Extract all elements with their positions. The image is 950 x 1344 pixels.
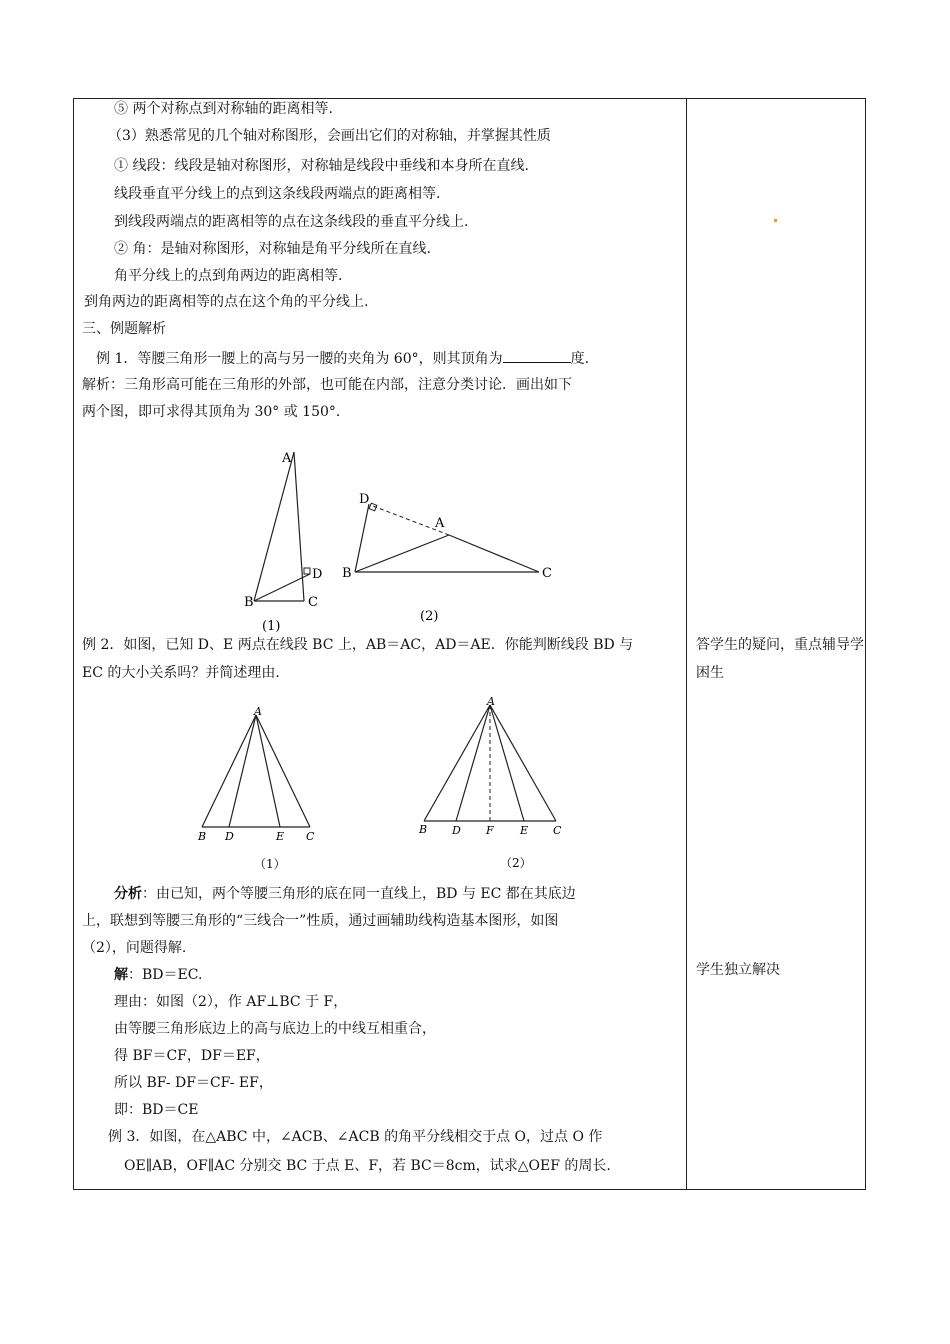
fig2-label-a: A: [435, 516, 445, 531]
text-line: 所以 BF- DF＝CF- EF，: [114, 1075, 273, 1091]
text-line: 上，联想到等腰三角形的“三线合一”性质，通过画辅助线构造基本图形，如图: [82, 913, 559, 929]
decorative-dot: [774, 219, 777, 222]
analysis-label: 分析: [114, 886, 142, 902]
fig1-label-c: C: [308, 595, 318, 610]
text-line: 到角两边的距离相等的点在这个角的平分线上.: [84, 294, 369, 310]
solution-line: [114, 965, 202, 985]
fig4-label-d: D: [452, 824, 461, 837]
fig3-label-a: A: [254, 705, 262, 718]
fig4-label-e: E: [520, 824, 529, 837]
fig4-label-a: A: [487, 695, 495, 708]
fig1-label-b: B: [244, 595, 254, 610]
text-line: 得 BF＝CF，DF＝EF，: [114, 1048, 270, 1064]
text-line: （3）熟悉常见的几个轴对称图形，会画出它们的对称轴，并掌握其性质: [108, 128, 551, 144]
fig1-label-d: D: [312, 567, 323, 582]
fig4-label-f: F: [486, 824, 494, 837]
example-1-question: [96, 348, 589, 368]
fig1-caption: (1): [262, 619, 281, 634]
teacher-note-2: 学生独立解决: [696, 962, 780, 978]
text-line: 例 2．如图，已知 D、E 两点在线段 BC 上，AB＝AC，AD＝AE．你能判断线段 BD 与: [82, 637, 634, 653]
lesson-table: [73, 98, 866, 1190]
analysis-line: [114, 884, 576, 904]
text-line: 由等腰三角形底边上的高与底边上的中线互相重合，: [114, 1021, 436, 1037]
fig4-label-b: B: [419, 823, 428, 836]
fig3-label-e: E: [276, 830, 285, 843]
column-divider: [686, 99, 687, 1189]
fig3-caption: （1）: [254, 857, 286, 871]
example-1-unit: 度.: [570, 351, 590, 367]
fig4-caption: （2）: [500, 856, 532, 870]
text-line: 两个图，即可求得其顶角为 30° 或 150°．: [82, 404, 350, 420]
fig2-label-d: D: [359, 492, 370, 507]
solution-text: ：BD＝EC.: [128, 967, 203, 983]
figure-2-triangle: [337, 484, 567, 624]
teacher-note-1: 答学生的疑问，重点辅导学困生: [696, 637, 864, 681]
figure-4-triangle: [412, 693, 572, 873]
text-line: （2），问题得解.: [82, 940, 187, 956]
fig2-label-b: B: [342, 566, 352, 581]
text-line: 到线段两端点的距离相等的点在这条线段的垂直平分线上.: [114, 214, 469, 230]
text-line: 即：BD＝CE: [114, 1102, 199, 1118]
fig3-label-d: D: [225, 830, 234, 843]
text-line: ⑤ 两个对称点到对称轴的距离相等.: [114, 101, 333, 117]
text-line: 例 3．如图，在△ABC 中，∠ACB、∠ACB 的角平分线相交于点 O，过点 O 作: [108, 1129, 603, 1145]
answer-blank: [503, 348, 571, 363]
text-line: EC 的大小关系吗？并简述理由.: [82, 665, 280, 681]
text-line: OE∥AB，OF∥AC 分别交 BC 于点 E、F，若 BC＝8cm，试求△OEF 的周长.: [124, 1158, 611, 1174]
fig1-label-a: A: [282, 451, 292, 466]
text-line: ① 线段：线段是轴对称图形，对称轴是线段中垂线和本身所在直线.: [114, 158, 529, 174]
fig2-label-c: C: [542, 566, 552, 581]
fig3-label-c: C: [306, 830, 315, 843]
text-line: 理由：如图（2），作 AF⊥BC 于 F，: [114, 994, 348, 1010]
solution-label: 解: [114, 967, 128, 983]
example-1-text: 例 1．等腰三角形一腰上的高与另一腰的夹角为 60°，则其顶角为: [96, 351, 503, 367]
fig3-label-b: B: [198, 830, 207, 843]
text-line: ② 角：是轴对称图形，对称轴是角平分线所在直线.: [114, 241, 431, 257]
analysis-text: ：由已知，两个等腰三角形的底在同一直线上，BD 与 EC 都在其底边: [142, 886, 576, 902]
section-heading: 三、例题解析: [82, 321, 166, 337]
fig4-label-c: C: [553, 824, 562, 837]
text-line: 线段垂直平分线上的点到这条线段两端点的距离相等.: [114, 186, 441, 202]
text-line: 解析：三角形高可能在三角形的外部，也可能在内部，注意分类讨论．画出如下: [82, 377, 572, 393]
figure-3-triangle: [192, 703, 322, 873]
fig2-caption: (2): [420, 609, 439, 624]
text-line: 角平分线上的点到角两边的距离相等.: [114, 268, 343, 284]
